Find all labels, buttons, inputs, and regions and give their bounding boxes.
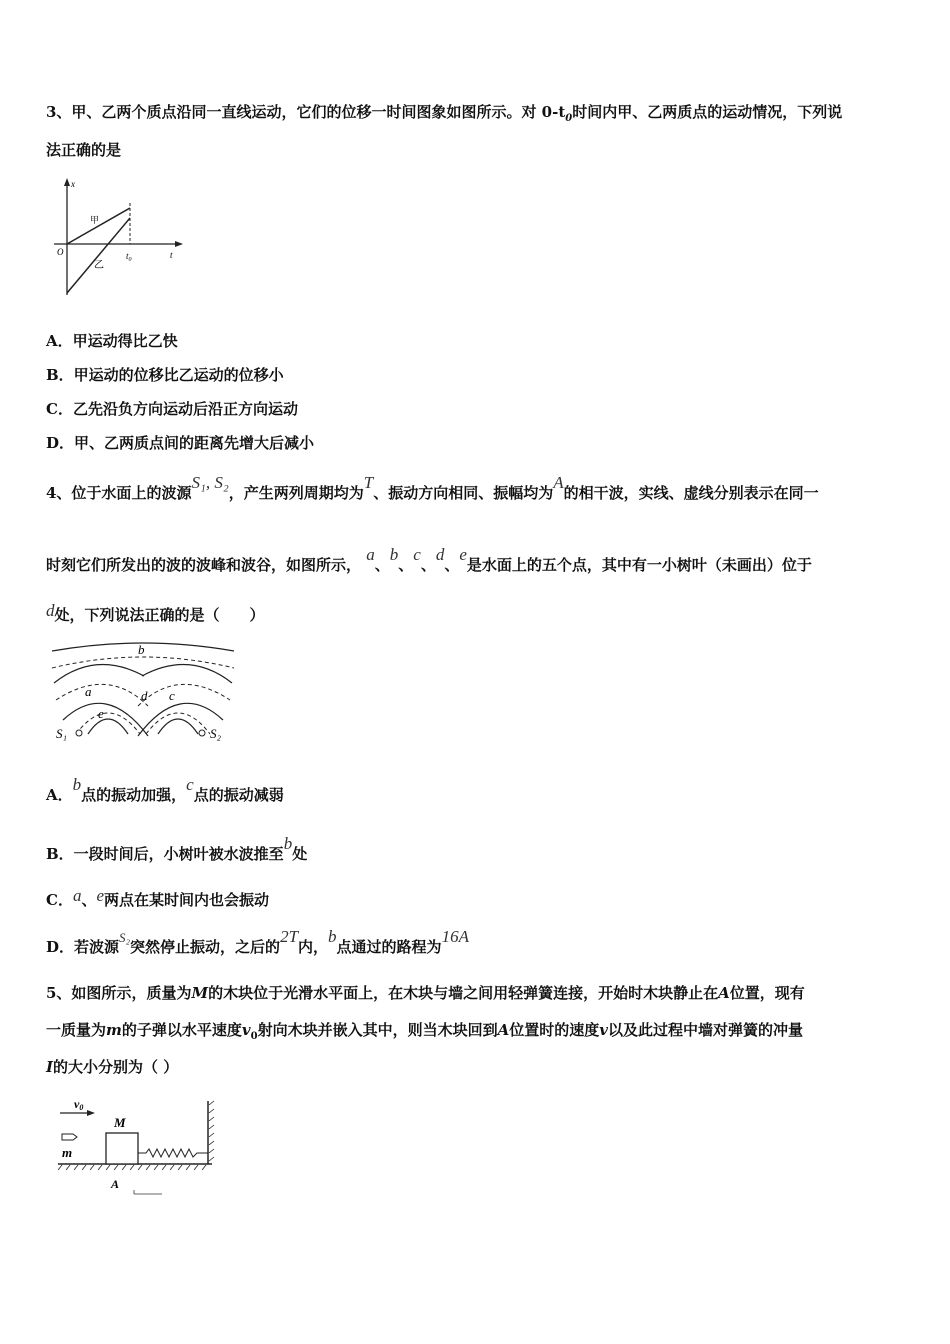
q5-fig-label-v0: v0 [74, 1097, 84, 1112]
q4-stem-line2: 时刻它们所发出的波的波峰和波谷，如图所示， a、b、c、d、e是水面上的五个点，其中有一小树叶（未画出）位于 [46, 545, 812, 574]
q4-fig-label-c: c [169, 688, 175, 703]
q5-fig-label-m: m [62, 1145, 73, 1160]
q3-curve-yi-label: 乙 [94, 260, 104, 271]
q4-fig-label-b: b [138, 642, 145, 657]
q3-axis-y-label: x [71, 179, 75, 189]
q4-fig-label-d: d [141, 688, 148, 703]
q3-xt-graph [50, 175, 190, 300]
q3-curve-jia-label: 甲 [90, 215, 100, 225]
q3-option-b: B．甲运动的位移比乙运动的位移小 [46, 366, 284, 384]
q4-fig-label-s2: S₂ [210, 726, 222, 741]
q3-axis-x-label: t [170, 250, 173, 260]
q5-spring-block-figure [54, 1095, 224, 1197]
q3-origin-label: O [57, 247, 64, 257]
q4-option-a: A．b点的振动加强，c点的振动减弱 [46, 775, 284, 804]
q4-fig-label-s1: S₁ [56, 726, 68, 741]
q5-stem-line1: 5、如图所示，质量为M的木块位于光滑水平面上，在木块与墙之间用轻弹簧连接，开始时木块静止在A位置，现有 [46, 984, 805, 1002]
q5-fig-label-M: M [114, 1115, 126, 1130]
q4-wave-figure [48, 638, 238, 750]
q3-tick-label: $t_0$ [126, 251, 132, 263]
q3-stem-line2: 法正确的是 [46, 141, 122, 159]
q3-option-a: A．甲运动得比乙快 [46, 332, 178, 350]
q4-fig-label-e: e [98, 706, 104, 721]
q4-option-c: C．a、e两点在某时间内也会振动 [46, 886, 270, 909]
q3-stem-line1: 3、甲、乙两个质点沿同一直线运动，它们的位移一时间图象如图所示。对 $0-t_0$时间内甲、乙两质点的运动情况，下列说 [46, 103, 843, 124]
q4-fig-label-a: a [85, 684, 92, 699]
q5-stem-line2: 一质量为m的子弹以水平速度$v_0$射向木块并嵌入其中，则当木块回到A位置时的速度v以及此过程中墙对弹簧的冲量 [46, 1021, 803, 1042]
q3-option-c: C．乙先沿负方向运动后沿正方向运动 [46, 400, 298, 418]
q5-fig-label-A: A [111, 1177, 120, 1191]
q5-stem-line3: I的大小分别为（ ） [46, 1058, 179, 1076]
q4-stem-line3: d处，下列说法正确的是（ ） [46, 601, 265, 624]
q4-option-d: D．若波源S₂突然停止振动，之后的2T内，b点通过的路程为16A [46, 927, 469, 956]
q3-option-d: D．甲、乙两质点间的距离先增大后减小 [46, 434, 315, 452]
q4-option-b: B．一段时间后，小树叶被水波推至b处 [46, 834, 308, 863]
q4-stem-line1: 4、位于水面上的波源S₁, S₂，产生两列周期均为T、振动方向相同、振幅均为A的相干波，实线、虚线分别表示在同一 [46, 473, 819, 502]
